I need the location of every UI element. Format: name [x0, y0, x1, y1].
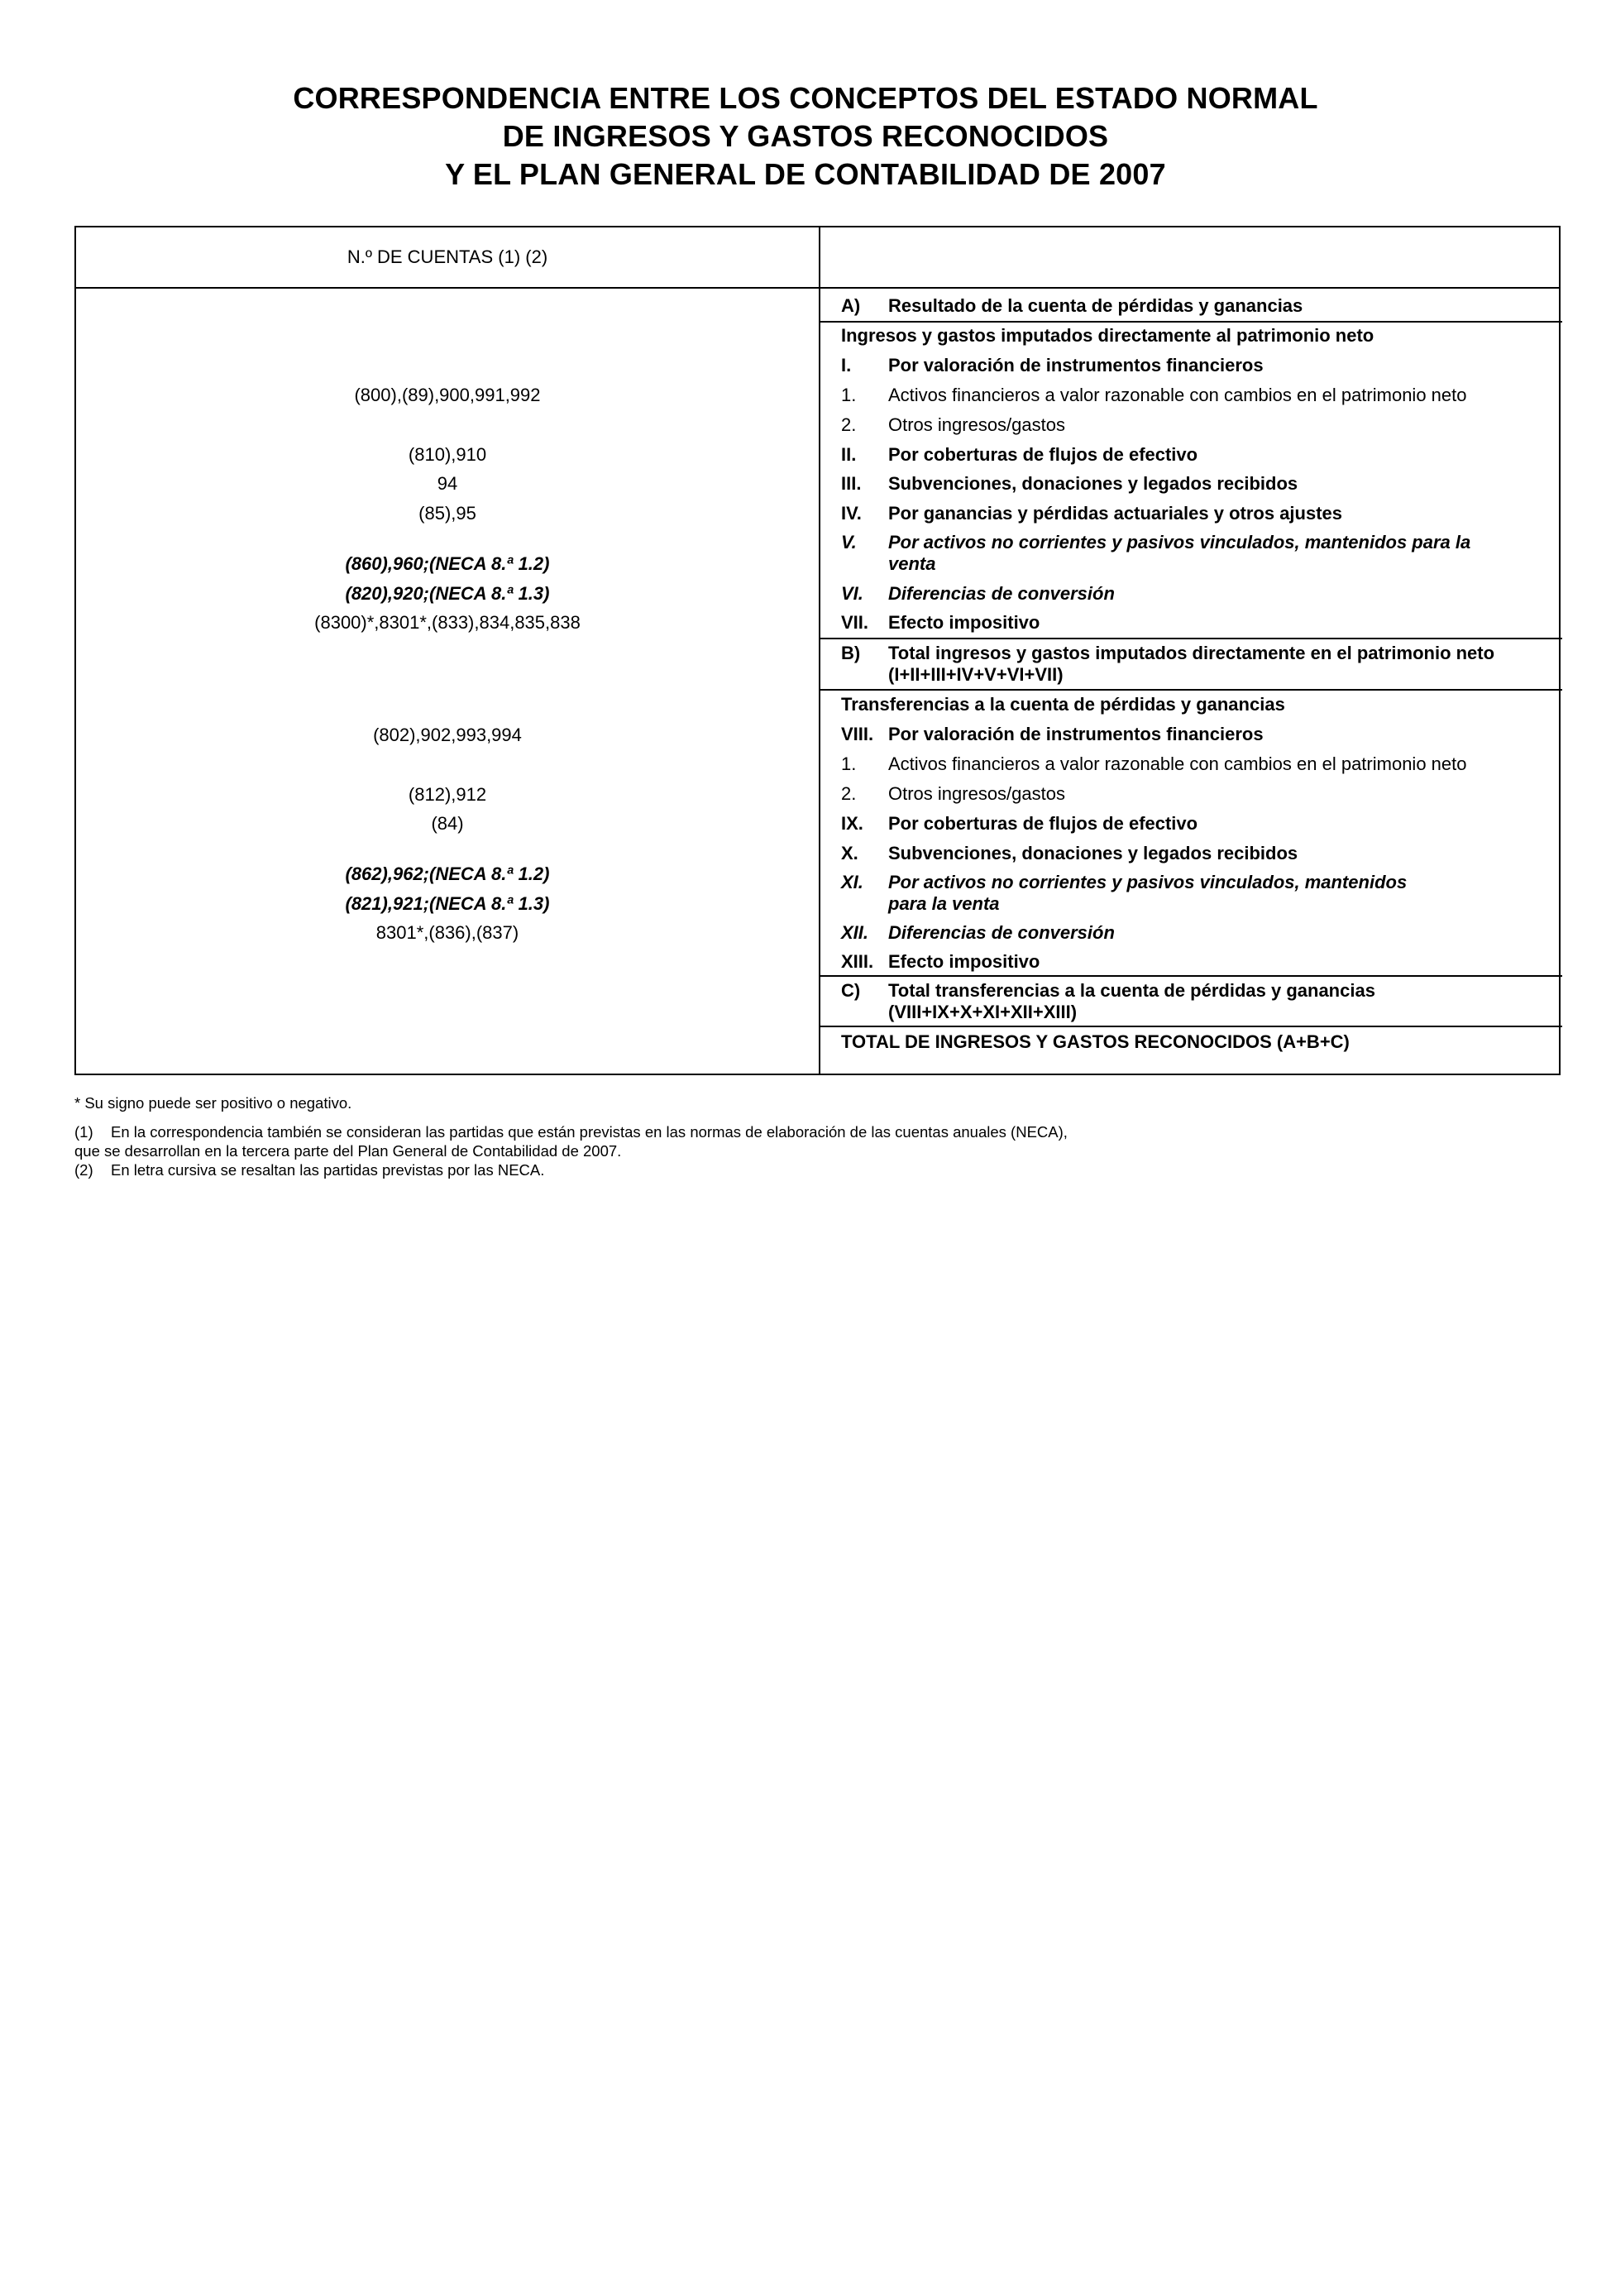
concept-text: Subvenciones, donaciones y legados recibidos: [888, 473, 1298, 494]
concept-number: IV.: [841, 503, 862, 524]
row-divider: [819, 321, 1562, 323]
section-heading: [841, 694, 1552, 715]
concept-number: 1.: [841, 753, 857, 774]
concept-number: XII.: [841, 922, 869, 943]
account-numbers: (820),920;(NECA 8.ª 1.3): [345, 583, 550, 604]
concept-number: A): [841, 295, 861, 316]
concept-text-line: Por activos no corrientes y pasivos vinculados, mantenidos para la: [888, 532, 1471, 552]
concept-row: [841, 444, 1552, 466]
concept-text: Efecto impositivo: [888, 951, 1040, 972]
footnote-label: (1): [74, 1123, 93, 1141]
concept-row: [841, 532, 1552, 575]
concept-text: Otros ingresos/gastos: [888, 414, 1065, 435]
account-numbers: (821),921;(NECA 8.ª 1.3): [345, 893, 550, 914]
concept-text: Por ganancias y pérdidas actuariales y otros ajustes: [888, 503, 1343, 524]
account-numbers: (800),(89),900,991,992: [354, 385, 541, 405]
concept-row: [841, 385, 1552, 406]
concept-row: [841, 980, 1552, 1023]
account-numbers: 8301*,(836),(837): [375, 922, 519, 943]
correspondence-table: [74, 226, 1561, 1075]
concept-text: Activos financieros a valor razonable con cambios en el patrimonio neto: [888, 753, 1467, 774]
concept-text: Diferencias de conversión: [888, 922, 1115, 943]
row-divider: [819, 975, 1562, 977]
account-numbers: 94: [437, 473, 458, 494]
concept-row: [841, 951, 1552, 973]
concept-text: Por valoración de instrumentos financieros: [888, 724, 1264, 744]
concept-number: XIII.: [841, 951, 874, 972]
row-divider: [819, 638, 1562, 639]
concept-row: [841, 724, 1552, 745]
concept-number: 2.: [841, 414, 857, 435]
concept-row: [841, 843, 1552, 864]
concept-number: C): [841, 980, 861, 1001]
footnote-text: En letra cursiva se resaltan las partidas previstas por las NECA.: [111, 1161, 545, 1179]
concept-text: Activos financieros a valor razonable con cambios en el patrimonio neto: [888, 385, 1467, 405]
concept-text: Por coberturas de flujos de efectivo: [888, 813, 1198, 834]
section-heading: [841, 325, 1552, 347]
concept-number: III.: [841, 473, 862, 494]
concept-text-line: (VIII+IX+X+XI+XII+XIII): [888, 1002, 1078, 1022]
page-title: [0, 79, 1611, 194]
concept-number: X.: [841, 843, 858, 863]
concept-row: [841, 643, 1552, 686]
concept-number: VII.: [841, 612, 869, 633]
concept-row: [841, 503, 1552, 524]
concept-text: [888, 872, 1552, 915]
concept-text: Por coberturas de flujos de efectivo: [888, 444, 1198, 465]
total-row: [841, 1031, 1552, 1053]
concept-text: [888, 980, 1552, 1023]
concept-row: [841, 355, 1552, 376]
concept-text-line: venta: [888, 553, 936, 574]
title-line-3: Y EL PLAN GENERAL DE CONTABILIDAD DE 2007: [445, 157, 1166, 191]
concept-row: [841, 473, 1552, 495]
footnotes: [74, 1093, 1068, 1179]
concept-number: II.: [841, 444, 857, 465]
concept-row: [841, 612, 1552, 634]
concept-row: [841, 783, 1552, 805]
concept-row: [841, 753, 1552, 775]
concept-text: Diferencias de conversión: [888, 583, 1115, 604]
concept-row: [841, 295, 1552, 317]
account-numbers: (810),910: [408, 444, 487, 465]
account-numbers: (812),912: [408, 784, 487, 805]
concept-row: [841, 872, 1552, 915]
footnote-1: [74, 1122, 1068, 1141]
concept-text: Subvenciones, donaciones y legados recibidos: [888, 843, 1298, 863]
concept-number: VI.: [841, 583, 863, 604]
title-line-1: CORRESPONDENCIA ENTRE LOS CONCEPTOS DEL ESTADO NORMAL: [293, 81, 1318, 115]
concept-text: Efecto impositivo: [888, 612, 1040, 633]
concept-number: IX.: [841, 813, 863, 834]
concept-text: Transferencias a la cuenta de pérdidas y ganancias: [841, 694, 1285, 715]
concept-text-line: (I+II+III+IV+V+VI+VII): [888, 664, 1064, 685]
footnote-label: (2): [74, 1161, 93, 1179]
account-numbers: (862),962;(NECA 8.ª 1.2): [345, 863, 550, 884]
row-divider: [819, 1026, 1562, 1027]
concept-text-line: Total transferencias a la cuenta de pérdidas y ganancias: [888, 980, 1375, 1001]
header-divider: [76, 287, 1559, 289]
footnote-1-continuation: que se desarrollan en la tercera parte del Plan General de Contabilidad de 2007.: [74, 1142, 622, 1160]
concept-number: I.: [841, 355, 852, 375]
header-accounts: N.º DE CUENTAS (1) (2): [347, 246, 548, 267]
concept-text: Por valoración de instrumentos financieros: [888, 355, 1264, 375]
account-numbers: (860),960;(NECA 8.ª 1.2): [345, 553, 550, 574]
concept-number: V.: [841, 532, 857, 552]
account-numbers: (802),902,993,994: [373, 725, 522, 745]
row-divider: [819, 689, 1562, 691]
concept-number: B): [841, 643, 861, 663]
concept-text-line: para la venta: [888, 893, 1000, 914]
footnote-2: [74, 1160, 1068, 1179]
account-numbers: (85),95: [418, 503, 476, 524]
total-text: TOTAL DE INGRESOS Y GASTOS RECONOCIDOS (A+B+C): [841, 1031, 1350, 1052]
account-numbers: (8300)*,8301*,(833),834,835,838: [314, 612, 581, 633]
concept-number: 2.: [841, 783, 857, 804]
concept-row: [841, 414, 1552, 436]
account-numbers: (84): [431, 813, 464, 834]
concept-number: 1.: [841, 385, 857, 405]
concept-row: [841, 922, 1552, 944]
concept-number: VIII.: [841, 724, 874, 744]
footnote-text: En la correspondencia también se consideran las partidas que están previstas en las normas de elaboración de las cuentas anuales (NECA),: [111, 1123, 1068, 1141]
column-divider: [819, 227, 820, 1074]
concept-text: [888, 532, 1552, 575]
concept-text: [888, 643, 1552, 686]
concept-text: Ingresos y gastos imputados directamente al patrimonio neto: [841, 325, 1374, 346]
concept-row: [841, 813, 1552, 835]
concept-text-line: Por activos no corrientes y pasivos vinculados, mantenidos: [888, 872, 1408, 892]
concept-number: XI.: [841, 872, 863, 892]
title-line-2: DE INGRESOS Y GASTOS RECONOCIDOS: [502, 119, 1109, 153]
concept-text-line: Total ingresos y gastos imputados directamente en el patrimonio neto: [888, 643, 1495, 663]
concept-text: Resultado de la cuenta de pérdidas y ganancias: [888, 295, 1303, 316]
concept-text: Otros ingresos/gastos: [888, 783, 1065, 804]
sign-note: * Su signo puede ser positivo o negativo.: [74, 1094, 352, 1112]
concept-row: [841, 583, 1552, 605]
